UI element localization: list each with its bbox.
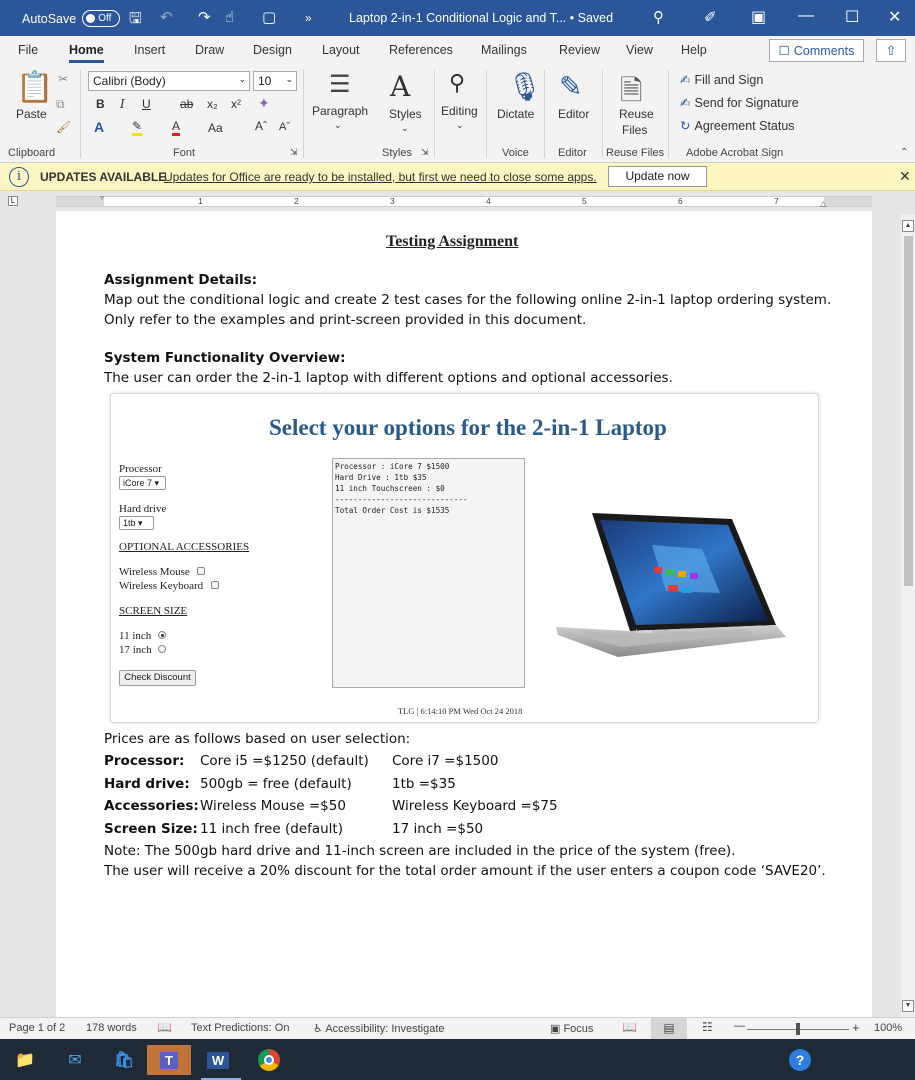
zoom-out-icon[interactable]: — [734, 1020, 745, 1032]
note-text: Note: The 500gb hard drive and 11-inch screen are included in the price of the system (free). [104, 843, 736, 859]
ruler-number: 1 [198, 196, 203, 206]
web-layout-icon[interactable]: ☷ [702, 1020, 713, 1034]
cut-icon[interactable]: ✂ [58, 72, 69, 86]
bold-icon[interactable]: B [96, 97, 105, 111]
group-font: Font [173, 147, 196, 159]
check-discount-button: Check Discount [119, 670, 196, 686]
fill-and-sign-button[interactable]: ✍ Fill and Sign [680, 73, 764, 87]
document-title[interactable]: Laptop 2-in-1 Conditional Logic and T... • Saved [349, 11, 614, 25]
output-line: Total Order Cost is $1535 [335, 506, 450, 515]
updates-title: UPDATES AVAILABLE [40, 170, 167, 184]
subscript-icon[interactable]: x₂ [207, 97, 218, 111]
document-heading: Testing Assignment [386, 233, 519, 250]
reuse-files-line1[interactable]: Reuse [619, 107, 654, 121]
scrollbar-thumb[interactable] [904, 236, 913, 586]
teams-icon[interactable]: T [147, 1045, 191, 1075]
status-bar [0, 1017, 915, 1039]
output-line: ----------------------------- [335, 495, 468, 504]
store-icon[interactable]: 🛍 [113, 1052, 135, 1069]
chevron-down-icon: ⌄ [334, 120, 342, 130]
proofing-icon[interactable]: 📖 [157, 1020, 172, 1034]
keyboard-checkbox [211, 581, 219, 589]
ribbon-display-icon[interactable]: ▣ [751, 9, 767, 26]
ruler-number: 6 [678, 196, 683, 206]
keyboard-label: Wireless Keyboard [119, 580, 204, 592]
discount-text: The user will receive a 20% discount for the total order amount if the user enters a coupon code ‘SAVE20’. [104, 863, 826, 879]
updates-bar [0, 163, 915, 191]
read-mode-icon[interactable]: 📖 [622, 1020, 637, 1034]
zoom-in-icon[interactable]: + [852, 1020, 860, 1035]
tab-insert[interactable]: Insert [134, 43, 166, 57]
details-line-1: Map out the conditional logic and create 2 test cases for the following online 2-in-1 laptop ordering system. [104, 292, 832, 308]
agreement-status-icon: ↻ [680, 119, 691, 133]
chevron-down-icon: ⌄ [238, 74, 246, 84]
price-processor-b: Core i7 =$1500 [392, 753, 499, 769]
paste-button-label[interactable]: Paste [16, 107, 47, 121]
text-predictions[interactable]: Text Predictions: On [191, 1022, 290, 1034]
price-processor-a: Core i5 =$1250 (default) [200, 753, 369, 769]
styles-icon[interactable]: A [390, 70, 411, 103]
mail-icon[interactable]: ✉ [68, 1052, 82, 1069]
embedded-title: Select your options for the 2-in-1 Laptop [269, 415, 667, 440]
paste-icon[interactable]: 📋 [16, 71, 54, 104]
autosave-toggle[interactable] [22, 10, 120, 27]
find-icon[interactable]: ⚲ [449, 70, 466, 95]
order-output-box [332, 458, 525, 688]
font-launcher-icon[interactable]: ⇲ [290, 147, 298, 157]
left-indent-marker[interactable]: ▿ [100, 193, 105, 202]
fill-sign-icon: ✍ [680, 73, 691, 87]
price-label-screen: Screen Size: [104, 821, 198, 837]
tab-review[interactable]: Review [559, 43, 600, 57]
prices-intro: Prices are as follows based on user selection: [104, 731, 411, 747]
styles-launcher-icon[interactable]: ⇲ [421, 147, 429, 157]
shrink-font-icon[interactable]: Aˇ [279, 121, 290, 133]
overflow-icon[interactable]: » [305, 11, 312, 25]
group-styles: Styles [382, 147, 412, 159]
editor-button-label[interactable]: Editor [558, 107, 590, 121]
mouse-checkbox [197, 567, 205, 575]
vertical-scrollbar[interactable] [901, 214, 915, 1017]
ruler-row [0, 191, 915, 211]
focus-button[interactable]: ▣ Focus [550, 1023, 594, 1035]
reuse-files-line2[interactable]: Files [622, 123, 648, 137]
size-11-radio [158, 631, 166, 639]
overview-text: The user can order the 2-in-1 laptop with different options and optional accessories. [104, 370, 673, 386]
maximize-icon[interactable]: ☐ [845, 9, 860, 26]
output-line: 11 inch Touchscreen : $0 [335, 484, 445, 493]
title-bar [0, 0, 915, 36]
file-explorer-icon[interactable]: 📁 [15, 1052, 35, 1069]
tab-home[interactable]: Home [69, 43, 104, 57]
scroll-up-icon[interactable]: ▲ [902, 220, 914, 232]
harddrive-label: Hard drive [119, 503, 167, 515]
grow-font-icon[interactable]: Aˆ [255, 119, 267, 133]
chevron-down-icon: ⌄ [456, 120, 464, 130]
price-screen-b: 17 inch =$50 [392, 821, 484, 837]
close-icon[interactable]: ✕ [899, 168, 911, 184]
ribbon [0, 66, 915, 163]
collapse-ribbon-icon[interactable]: ⌃ [900, 147, 909, 158]
close-icon[interactable]: ✕ [888, 9, 902, 26]
price-accessories-a: Wireless Mouse =$50 [200, 798, 346, 814]
word-count[interactable]: 178 words [86, 1022, 137, 1034]
print-layout-icon[interactable]: ▤ [651, 1018, 687, 1039]
agreement-status-button[interactable]: ↻ Agreement Status [680, 119, 795, 133]
comment-icon: ☐ [778, 44, 790, 58]
update-now-button[interactable]: Update now [608, 166, 707, 187]
ruler-number: 7 [774, 196, 779, 206]
size-17-radio [158, 645, 166, 653]
tab-mailings[interactable]: Mailings [481, 43, 527, 57]
group-editor: Editor [558, 147, 587, 159]
share-icon: ⇧ [885, 42, 897, 58]
optional-accessories-heading: OPTIONAL ACCESSORIES [119, 541, 250, 553]
price-accessories-b: Wireless Keyboard =$75 [392, 798, 558, 814]
price-harddrive-a: 500gb = free (default) [200, 776, 352, 792]
editor-icon[interactable]: ✎ [559, 71, 583, 102]
accessibility-status[interactable]: ♿ Accessibility: Investigate [313, 1023, 445, 1035]
microphone-icon[interactable]: 🎙 [507, 71, 543, 102]
tab-file[interactable]: File [18, 43, 39, 57]
screen-size-heading: SCREEN SIZE [119, 605, 188, 617]
horizontal-ruler[interactable] [56, 193, 872, 208]
tab-help[interactable]: Help [681, 43, 707, 57]
focus-icon: ▣ [550, 1023, 564, 1035]
comments-button[interactable]: ☐ Comments [769, 39, 864, 62]
share-button[interactable] [876, 39, 906, 62]
ruler-number: 3 [390, 196, 395, 206]
zoom-slider-thumb[interactable] [796, 1023, 800, 1035]
redo-icon[interactable]: ↷ [198, 9, 211, 26]
autosave-switch[interactable]: Off [82, 10, 120, 27]
draw-table-icon[interactable]: ▢ [262, 9, 277, 26]
details-line-2: Only refer to the examples and print-screen provided in this document. [104, 312, 587, 328]
superscript-icon[interactable]: x² [231, 97, 241, 111]
send-signature-icon: ✍ [680, 96, 691, 110]
embedded-footer: TLG | 6:14:10 PM Wed Oct 24 2018 [398, 706, 523, 716]
price-label-processor: Processor: [104, 753, 185, 769]
scroll-down-icon[interactable]: ▼ [902, 1000, 914, 1012]
tab-references[interactable]: References [389, 43, 453, 57]
format-painter-icon[interactable]: 🖌 [56, 120, 72, 134]
price-harddrive-b: 1tb =$35 [392, 776, 456, 792]
chrome-icon[interactable] [254, 1045, 284, 1075]
size-11-label: 11 inch [119, 630, 152, 642]
tab-selector-icon[interactable]: L [8, 196, 18, 206]
group-acrobat-sign: Adobe Acrobat Sign [686, 147, 784, 159]
font-size-select[interactable]: 10 ⌄ [253, 71, 297, 91]
laptop-image [556, 505, 788, 663]
underline-icon[interactable]: U [142, 97, 151, 111]
word-icon[interactable]: W [203, 1045, 233, 1075]
search-icon[interactable]: ⚲ [653, 9, 664, 26]
info-icon: i [9, 167, 29, 187]
designer-icon[interactable]: ✐ [704, 9, 717, 26]
zoom-level[interactable]: 100% [874, 1022, 903, 1034]
minimize-icon[interactable]: — [798, 7, 814, 24]
save-icon[interactable]: 🖫 [129, 10, 142, 27]
accessibility-icon: ♿ [313, 1023, 326, 1035]
undo-icon[interactable]: ↶ [160, 9, 173, 26]
mouse-label: Wireless Mouse [119, 566, 190, 578]
harddrive-select: 1tb ▾ [119, 516, 154, 530]
ruler-number: 2 [294, 196, 299, 206]
tab-layout[interactable]: Layout [322, 43, 360, 57]
send-for-signature-button[interactable]: ✍ Send for Signature [680, 96, 799, 110]
tab-draw[interactable]: Draw [195, 43, 225, 57]
change-case-button[interactable]: Aa [208, 121, 223, 135]
group-clipboard: Clipboard [8, 147, 56, 159]
paragraph-button-label[interactable]: Paragraph [312, 104, 369, 118]
styles-button-label[interactable]: Styles [389, 107, 422, 121]
output-line: Processor : iCore 7 $1500 [335, 462, 450, 471]
highlight-icon[interactable]: ✎ [132, 119, 142, 136]
tab-design[interactable]: Design [253, 43, 292, 57]
ruler-number: 5 [582, 196, 587, 206]
copy-icon[interactable]: ⧉ [56, 97, 65, 111]
updates-message-link[interactable]: Updates for Office are ready to be installed, but first we need to close some apps. [164, 170, 597, 184]
paragraph-icon[interactable]: ☰ [329, 71, 351, 98]
autosave-label: AutoSave [22, 11, 77, 26]
group-reuse-files: Reuse Files [606, 147, 665, 159]
windows-taskbar [0, 1039, 915, 1080]
italic-icon[interactable]: I [120, 97, 125, 111]
text-effects-icon[interactable]: A [94, 119, 105, 135]
page-count[interactable]: Page 1 of 2 [9, 1022, 66, 1034]
ruler-number: 4 [486, 196, 491, 206]
laptop-brand: Lenovo [636, 629, 653, 635]
editing-button-label[interactable]: Editing [441, 104, 478, 118]
font-color-icon[interactable]: A [172, 119, 180, 136]
price-screen-a: 11 inch free (default) [200, 821, 343, 837]
touch-mode-icon[interactable]: ☝ [225, 9, 235, 26]
reuse-files-icon[interactable]: 🗎 [620, 75, 643, 106]
output-line: Hard Drive : 1tb $35 [335, 473, 427, 482]
chevron-down-icon: ⌄ [285, 74, 293, 84]
right-indent-marker[interactable]: △ [820, 199, 827, 208]
group-voice: Voice [502, 147, 529, 159]
price-label-harddrive: Hard drive: [104, 776, 190, 792]
help-icon[interactable]: ? [785, 1045, 815, 1075]
dictate-button-label[interactable]: Dictate [497, 107, 535, 121]
processor-label: Processor [119, 463, 162, 475]
overview-heading: System Functionality Overview: [104, 350, 346, 366]
font-name-select[interactable]: Calibri (Body) ⌄ [88, 71, 250, 91]
chevron-down-icon: ⌄ [401, 123, 409, 133]
details-heading: Assignment Details: [104, 272, 258, 288]
strikethrough-icon[interactable]: ab [180, 97, 194, 111]
size-17-label: 17 inch [119, 644, 152, 656]
processor-select: iCore 7 ▾ [119, 476, 166, 490]
clear-formatting-icon[interactable]: ✦ [258, 95, 270, 111]
price-label-accessories: Accessories: [104, 798, 199, 814]
tab-view[interactable]: View [626, 43, 653, 57]
